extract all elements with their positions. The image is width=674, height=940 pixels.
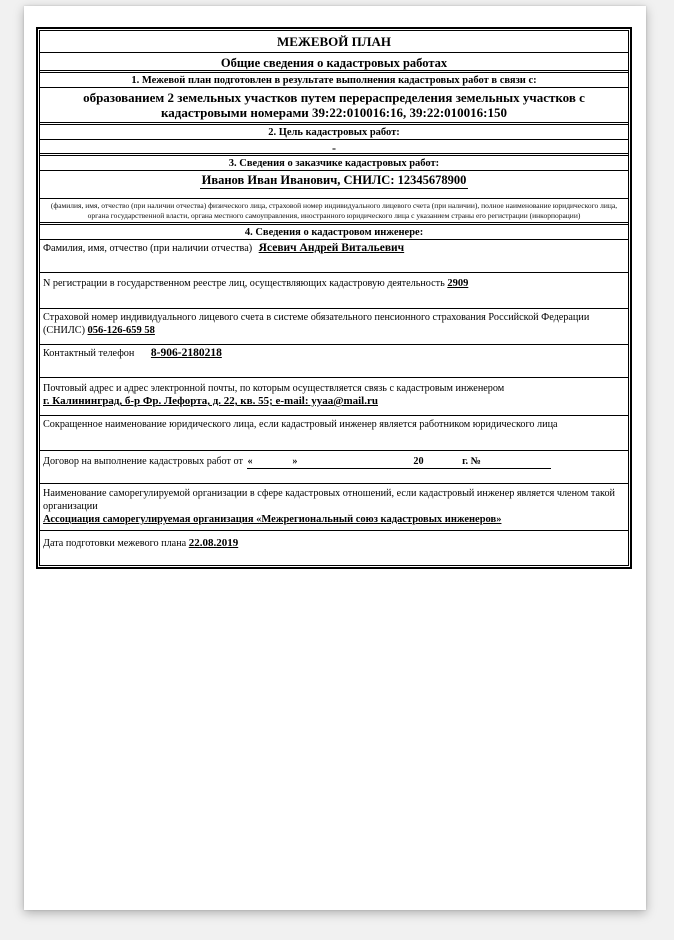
address-value: г. Калининград, б-р Фр. Лефорта, д. 22, кв. 55; e-mail: yyaa@mail.ru [43,395,378,407]
contract-month-field [297,455,405,469]
sro-value: Ассоциация саморегулируемая организация «Межрегиональный союз кадастровых инженеров» [43,514,502,525]
contract-day-field [247,455,297,469]
reg-value: 2909 [447,278,469,289]
engineer-snils-row [40,309,628,345]
document-title: МЕЖЕВОЙ ПЛАН [40,31,628,53]
address-label: Почтовый адрес и адрес электронной почты, по которым осуществляется связь с кадастровым инженером [43,383,505,394]
section1-text: образованием 2 земельных участков путем перераспределения земельных участков с кадастровыми номерами 39:22:010016:16, 39:22:010016:150 [40,88,628,125]
section3-customer-row [40,171,628,199]
boundary-plan-table [36,27,632,569]
contract-label: Договор на выполнение кадастровых работ от [43,456,243,467]
customer-value: Иванов Иван Иванович, СНИЛС: 12345678900 [201,173,467,187]
section3-note: (фамилия, имя, отчество (при наличии отчества) физического лица, страховой номер индивидуального лицевого счета (при наличии), полное наименование юридического лица, органа государственной власти, органа местного самоуправления, иностранного юридического лица с указанием страны его регистрации (инкорпорации) [40,199,628,225]
section2-text: - [40,140,628,156]
fio-value: Ясевич Андрей Витальевич [258,242,405,254]
section3-heading: 3. Сведения о заказчике кадастровых работ: [40,156,628,171]
section1-heading: 1. Межевой план подготовлен в результате выполнения кадастровых работ в связи с: [40,73,628,88]
engineer-sro-row [40,484,628,531]
reg-label: N регистрации в государственном реестре лиц, осуществляющих кадастровую деятельность [43,278,445,289]
engineer-legal-row [40,416,628,451]
engineer-date-row [40,531,628,565]
date-value: 22.08.2019 [188,537,239,549]
sro-label: Наименование саморегулируемой организации в сфере кадастровых отношений, если кадастровый инженер является членом такой организации [43,488,616,512]
engineer-address-row [40,378,628,416]
engineer-fio-row [40,240,628,273]
section2-heading: 2. Цель кадастровых работ: [40,125,628,140]
engineer-reg-row [40,273,628,309]
engineer-phone-row [40,345,628,378]
phone-label: Контактный телефон [43,348,135,359]
document-subtitle: Общие сведения о кадастровых работах [40,53,628,73]
section4-heading: 4. Сведения о кадастровом инженере: [40,225,628,240]
phone-value: 8-906-2180218 [150,347,222,359]
legal-label: Сокращенное наименование юридического лица, если кадастровый инженер является работником юридического лица [43,419,558,430]
contract-number-label: г. № [431,455,511,469]
contract-number-field [511,455,551,469]
quote-open: « [247,456,253,467]
date-label: Дата подготовки межевого плана [43,538,187,549]
engineer-contract-row [40,451,628,484]
fio-label: Фамилия, имя, отчество (при наличии отчества) [43,243,253,254]
snils-label: Страховой номер индивидуального лицевого счета в системе обязательного пенсионного страхования Российской Федерации (СНИЛС) [43,312,590,336]
snils-value: 056-126-659 58 [87,325,155,336]
contract-year: 20 [405,455,431,469]
quote-close: » [292,456,298,467]
